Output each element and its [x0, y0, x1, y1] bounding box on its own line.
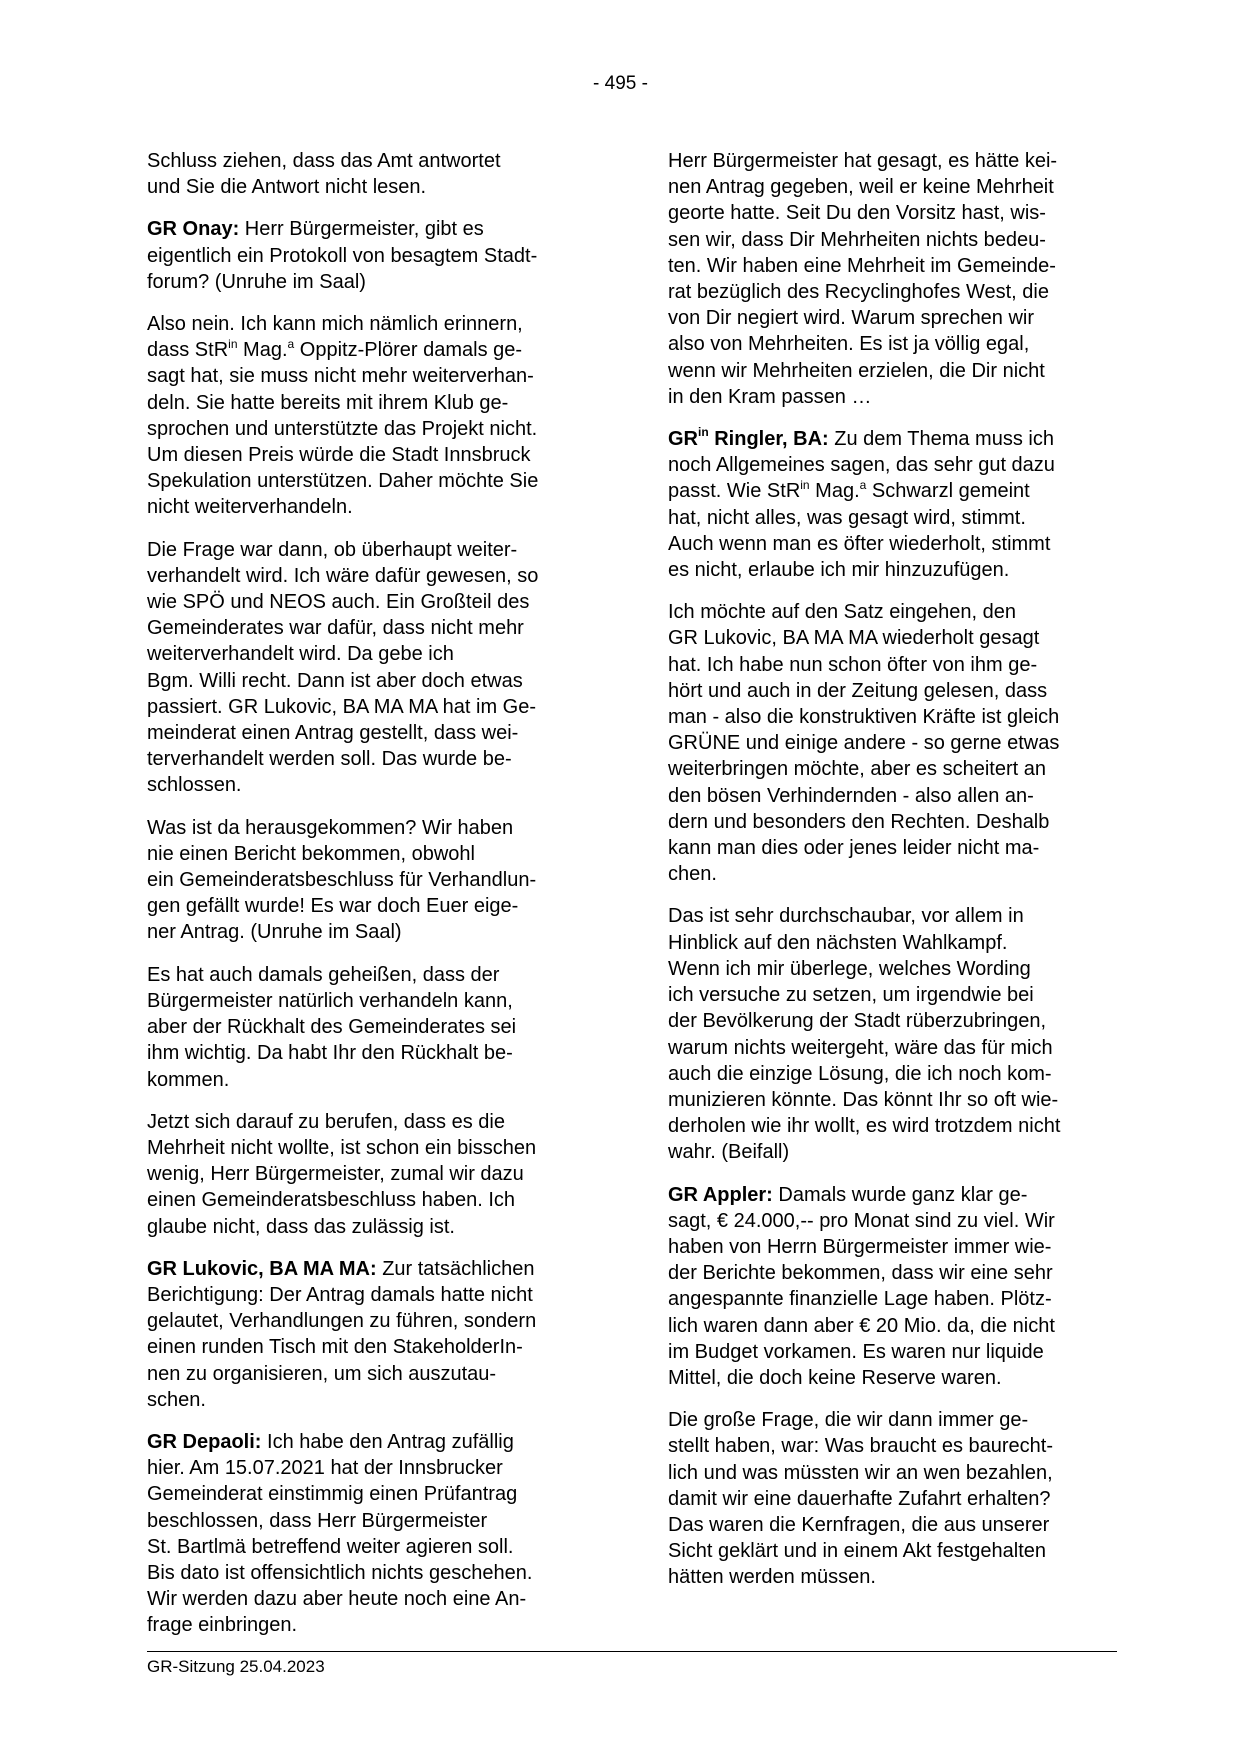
- text-run: Mag.: [237, 339, 288, 362]
- text-line: sagt hat, sie muss nicht mehr weiterverhan-: [147, 365, 534, 388]
- text-line: Bgm. Willi recht. Dann ist aber doch etwas: [147, 669, 523, 692]
- text-line: hier. Am 15.07.2021 hat der Innsbrucker: [147, 1457, 503, 1480]
- speech-text: Ich habe den Antrag zufällig: [261, 1430, 514, 1453]
- text-line: [668, 1182, 1116, 1208]
- text-line: terverhandelt werden soll. Das wurde be-: [147, 748, 512, 771]
- text-line: lich und was müssten wir an wen bezahlen,: [668, 1461, 1053, 1484]
- text-line: Gemeinderat einstimmig einen Prüfantrag: [147, 1483, 518, 1506]
- text-line: weiterverhandelt wird. Da gebe ich: [147, 643, 454, 666]
- text-line: Wenn ich mir überlege, welches Wording: [668, 957, 1031, 980]
- text-line: wenn wir Mehrheiten erzielen, die Dir nicht: [668, 359, 1045, 382]
- speech-text: Damals wurde ganz klar ge-: [772, 1183, 1028, 1206]
- text-line: Mittel, die doch keine Reserve waren.: [668, 1366, 1002, 1389]
- text-line: [668, 478, 1116, 504]
- text-line: forum? (Unruhe im Saal): [147, 270, 366, 293]
- page-number: - 495 -: [593, 73, 648, 94]
- text-line: warum nichts weitergeht, wäre das für mich: [668, 1036, 1053, 1059]
- superscript: a: [287, 336, 295, 351]
- text-line: chen.: [668, 863, 717, 886]
- text-line: man - also die konstruktiven Kräfte ist gleich: [668, 706, 1060, 729]
- text-line: angespannte finanzielle Lage haben. Plötz-: [668, 1288, 1052, 1311]
- speech-gr-depaoli: [147, 1429, 595, 1639]
- speech-text: Zu dem Thema muss ich: [828, 428, 1054, 451]
- left-column: [147, 148, 595, 1655]
- text-line: aber der Rückhalt des Gemeinderates sei: [147, 1016, 517, 1039]
- text-line: ich versuche zu setzen, um irgendwie bei: [668, 984, 1034, 1007]
- text-line: hätten werden müssen.: [668, 1566, 876, 1589]
- text-line: Bis dato ist offensichtlich nichts geschehen.: [147, 1561, 533, 1584]
- text-line: verhandelt wird. Ich wäre dafür gewesen, so: [147, 564, 539, 587]
- paragraph: [147, 962, 595, 1093]
- paragraph: [668, 599, 1116, 887]
- text-line: georte hatte. Seit Du den Vorsitz hast, wis-: [668, 202, 1046, 225]
- text-line: meinderat einen Antrag gestellt, dass wei-: [147, 722, 519, 745]
- text-line: sagt, € 24.000,-- pro Monat sind zu viel. Wir: [668, 1209, 1055, 1232]
- text-run: dass StR: [147, 339, 229, 362]
- speech-gr-onay: [147, 216, 595, 295]
- text-line: Was ist da herausgekommen? Wir haben: [147, 816, 514, 839]
- text-run: Schwarzl gemeint: [866, 480, 1030, 503]
- text-line: wie SPÖ und NEOS auch. Ein Großteil des: [147, 591, 530, 614]
- paragraph: [668, 903, 1116, 1165]
- text-line: schlossen.: [147, 774, 242, 797]
- text-line: auch die einzige Lösung, die ich noch kom-: [668, 1062, 1052, 1085]
- text-line: Gemeinderates war dafür, dass nicht mehr: [147, 617, 524, 640]
- superscript: in: [228, 336, 238, 351]
- text-run: Ringler, BA:: [708, 428, 829, 451]
- text-line: Das ist sehr durchschaubar, vor allem in: [668, 905, 1024, 928]
- text-line: Die Frage war dann, ob überhaupt weiter-: [147, 538, 518, 561]
- text-line: nen Antrag gegeben, weil er keine Mehrheit: [668, 176, 1054, 199]
- text-line: also von Mehrheiten. Es ist ja völlig egal,: [668, 333, 1030, 356]
- text-line: Berichtigung: Der Antrag damals hatte nicht: [147, 1283, 533, 1306]
- text-line: damit wir eine dauerhafte Zufahrt erhalten?: [668, 1487, 1051, 1510]
- paragraph: [147, 537, 595, 799]
- text-line: Bürgermeister natürlich verhandeln kann,: [147, 989, 513, 1012]
- text-line: ten. Wir haben eine Mehrheit im Gemeinde-: [668, 254, 1056, 277]
- text-line: [668, 426, 1116, 452]
- text-line: Die große Frage, die wir dann immer ge-: [668, 1409, 1029, 1432]
- text-line: munizieren könnte. Das könnt Ihr so oft wie-: [668, 1088, 1059, 1111]
- text-line: Mehrheit nicht wollte, ist schon ein bisschen: [147, 1136, 537, 1159]
- text-line: der Bevölkerung der Stadt rüberzubringen,: [668, 1010, 1047, 1033]
- text-line: glaube nicht, dass das zulässig ist.: [147, 1215, 455, 1238]
- text-line: stellt haben, war: Was braucht es baurecht-: [668, 1435, 1053, 1458]
- text-line: noch Allgemeines sagen, das sehr gut dazu: [668, 454, 1055, 477]
- text-line: rat bezüglich des Recyclinghofes West, die: [668, 281, 1049, 304]
- footer-divider: [147, 1651, 1117, 1652]
- speech-gr-lukovic: [147, 1256, 595, 1413]
- text-line: sen wir, dass Dir Mehrheiten nichts bedeu-: [668, 228, 1046, 251]
- text-line: [147, 1429, 595, 1455]
- text-line: [147, 1256, 595, 1282]
- text-line: ihm wichtig. Da habt Ihr den Rückhalt be-: [147, 1042, 513, 1065]
- text-line: ein Gemeinderatsbeschluss für Verhandlun-: [147, 869, 537, 892]
- text-line: Sicht geklärt und in einem Akt festgehalten: [668, 1540, 1047, 1563]
- text-line: und Sie die Antwort nicht lesen.: [147, 176, 427, 199]
- paragraph: [668, 148, 1116, 410]
- paragraph: [668, 1407, 1116, 1590]
- speech-gr-ringler: [668, 426, 1116, 583]
- speaker-name: GR Appler:: [668, 1183, 773, 1206]
- text-line: ner Antrag. (Unruhe im Saal): [147, 921, 402, 944]
- text-line: hört und auch in der Zeitung gelesen, dass: [668, 679, 1048, 702]
- text-line: gelautet, Verhandlungen zu führen, sondern: [147, 1310, 537, 1333]
- text-line: nen zu organisieren, um sich auszutau-: [147, 1362, 497, 1385]
- speaker-name: GR Lukovic, BA MA MA:: [147, 1257, 377, 1280]
- text-line: es nicht, erlaube ich mir hinzuzufügen.: [668, 559, 1010, 582]
- paragraph: [147, 815, 595, 946]
- text-run: passt. Wie StR: [668, 480, 801, 503]
- speaker-name: [668, 425, 829, 451]
- text-line: Wir werden dazu aber heute noch eine An-: [147, 1588, 527, 1611]
- speech-text: Herr Bürgermeister, gibt es: [239, 218, 484, 241]
- speech-text: Zur tatsächlichen: [376, 1257, 535, 1280]
- text-line: einen Gemeinderatsbeschluss haben. Ich: [147, 1189, 516, 1212]
- text-line: kommen.: [147, 1068, 230, 1091]
- text-line: wenig, Herr Bürgermeister, zumal wir dazu: [147, 1163, 524, 1186]
- text-line: frage einbringen.: [147, 1614, 298, 1637]
- text-line: GRÜNE und einige andere - so gerne etwas: [668, 732, 1060, 755]
- text-line: Schluss ziehen, dass das Amt antwortet: [147, 150, 501, 172]
- text-line: in den Kram passen …: [668, 385, 872, 408]
- paragraph: [147, 1109, 595, 1240]
- text-line: Um diesen Preis würde die Stadt Innsbruck: [147, 444, 531, 467]
- text-line: deln. Sie hatte bereits mit ihrem Klub ge-: [147, 391, 509, 414]
- text-line: Spekulation unterstützen. Daher möchte Sie: [147, 470, 539, 493]
- speaker-name: GR Onay:: [147, 218, 240, 241]
- paragraph: [147, 311, 595, 521]
- speaker-name: GR Depaoli:: [147, 1430, 262, 1453]
- text-line: derholen wie ihr wollt, es wird trotzdem nicht: [668, 1115, 1061, 1138]
- superscript: in: [800, 477, 810, 492]
- text-line: den bösen Verhindernden - also allen an-: [668, 784, 1034, 807]
- text-line: schen.: [147, 1388, 206, 1411]
- text-line: Hinblick auf den nächsten Wahlkampf.: [668, 931, 1008, 954]
- text-line: haben von Herrn Bürgermeister immer wie-: [668, 1235, 1052, 1258]
- text-line: lich waren dann aber € 20 Mio. da, die nicht: [668, 1314, 1055, 1337]
- text-line: Auch wenn man es öfter wiederholt, stimmt: [668, 532, 1051, 555]
- text-line: im Budget vorkamen. Es waren nur liquide: [668, 1340, 1044, 1363]
- text-line: der Berichte bekommen, dass wir eine sehr: [668, 1262, 1053, 1285]
- text-line: hat, nicht alles, was gesagt wird, stimmt.: [668, 506, 1026, 529]
- paragraph: [147, 148, 595, 200]
- text-line: passiert. GR Lukovic, BA MA MA hat im Ge-: [147, 695, 537, 718]
- text-line: eigentlich ein Protokoll von besagtem Stadt-: [147, 244, 538, 267]
- right-column: [668, 148, 1116, 1607]
- text-line: Jetzt sich darauf zu berufen, dass es die: [147, 1110, 505, 1133]
- text-line: beschlossen, dass Herr Bürgermeister: [147, 1509, 488, 1532]
- text-line: GR Lukovic, BA MA MA wiederholt gesagt: [668, 627, 1040, 650]
- text-line: wahr. (Beifall): [668, 1141, 790, 1164]
- text-line: Das waren die Kernfragen, die aus unserer: [668, 1513, 1050, 1536]
- text-run: Oppitz-Plörer damals ge-: [294, 339, 523, 362]
- text-line: Herr Bürgermeister hat gesagt, es hätte kei-: [668, 150, 1058, 172]
- text-line: St. Bartlmä betreffend weiter agieren soll.: [147, 1535, 514, 1558]
- text-line: [147, 337, 595, 363]
- superscript: in: [698, 425, 709, 440]
- text-line: Ich möchte auf den Satz eingehen, den: [668, 601, 1017, 624]
- text-line: weiterbringen möchte, aber es scheitert an: [668, 758, 1046, 781]
- text-line: kann man dies oder jenes leider nicht ma-: [668, 837, 1040, 860]
- text-line: Es hat auch damals geheißen, dass der: [147, 963, 500, 986]
- text-line: hat. Ich habe nun schon öfter von ihm ge-: [668, 653, 1038, 676]
- text-line: [147, 216, 595, 242]
- text-run: Mag.: [809, 480, 860, 503]
- text-run: GR: [668, 428, 698, 451]
- speech-gr-appler: [668, 1182, 1116, 1392]
- text-line: sprochen und unterstützte das Projekt nicht.: [147, 417, 538, 440]
- footer-session-date: GR-Sitzung 25.04.2023: [147, 1657, 325, 1676]
- text-line: dern und besonders den Rechten. Deshalb: [668, 810, 1050, 833]
- superscript: a: [859, 477, 867, 492]
- text-line: einen runden Tisch mit den StakeholderIn-: [147, 1336, 523, 1359]
- text-line: nie einen Bericht bekommen, obwohl: [147, 842, 475, 865]
- text-line: Also nein. Ich kann mich nämlich erinnern,: [147, 313, 523, 336]
- text-line: von Dir negiert wird. Warum sprechen wir: [668, 307, 1035, 330]
- text-line: nicht weiterverhandeln.: [147, 496, 353, 519]
- text-line: gen gefällt wurde! Es war doch Euer eige-: [147, 895, 519, 918]
